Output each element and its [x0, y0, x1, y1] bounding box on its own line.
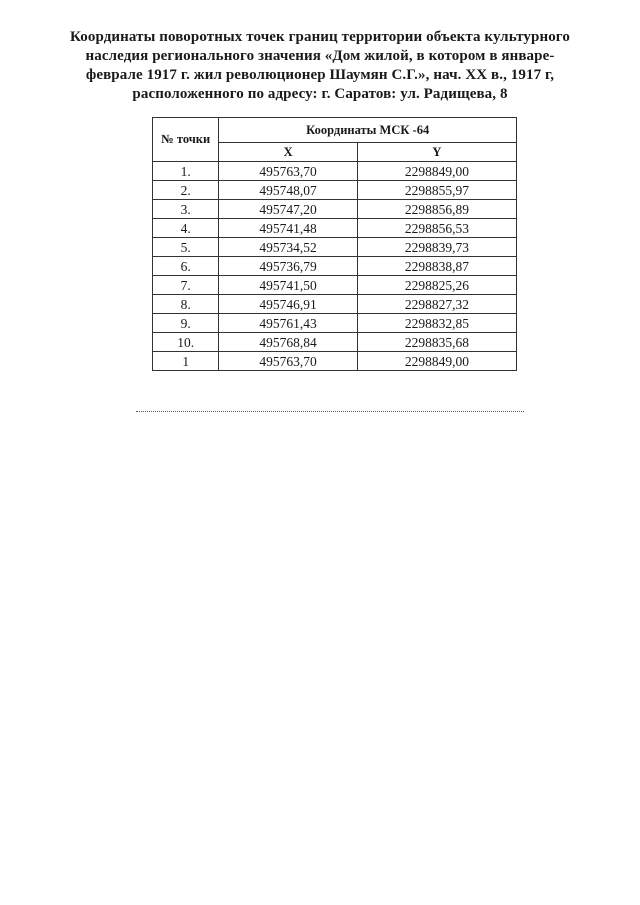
y-coordinate-cell: 2298849,00 [357, 162, 516, 181]
x-coordinate-cell: 495741,48 [219, 219, 357, 238]
table-row [153, 219, 517, 238]
point-number-cell: 3. [153, 200, 219, 219]
title-line: наследия регионального значения «Дом жилой, в котором в январе- [85, 48, 555, 64]
table-row [153, 238, 517, 257]
x-coordinate-cell: 495761,43 [219, 314, 357, 333]
y-coordinate-cell: 2298856,89 [357, 200, 516, 219]
x-coordinate-cell: 495768,84 [219, 333, 357, 352]
point-number-header: № точки [153, 118, 219, 162]
table-row [153, 162, 517, 181]
point-number-cell: 2. [153, 181, 219, 200]
title-line: расположенного по адресу: г. Саратов: ул. Радищева, 8 [132, 86, 508, 102]
point-number-cell: 10. [153, 333, 219, 352]
y-coordinate-cell: 2298827,32 [357, 295, 516, 314]
table-row [153, 276, 517, 295]
title-line: феврале 1917 г. жил революционер Шаумян С.Г.», нач. XX в., 1917 г, [85, 67, 555, 83]
point-number-cell: 1. [153, 162, 219, 181]
x-coordinate-cell: 495763,70 [219, 352, 357, 371]
y-coordinate-cell: 2298855,97 [357, 181, 516, 200]
x-column-header: X [219, 143, 357, 162]
point-number-cell: 6. [153, 257, 219, 276]
y-coordinate-cell: 2298835,68 [357, 333, 516, 352]
x-coordinate-cell: 495763,70 [219, 162, 357, 181]
point-number-cell: 1 [153, 352, 219, 371]
x-coordinate-cell: 495748,07 [219, 181, 357, 200]
point-number-cell: 9. [153, 314, 219, 333]
table-row [153, 181, 517, 200]
table-row [153, 295, 517, 314]
table-row [153, 314, 517, 333]
table-row [153, 200, 517, 219]
x-coordinate-cell: 495736,79 [219, 257, 357, 276]
x-coordinate-cell: 495734,52 [219, 238, 357, 257]
point-number-cell: 8. [153, 295, 219, 314]
document-title [60, 28, 580, 104]
x-coordinate-cell: 495746,91 [219, 295, 357, 314]
table-row [153, 352, 517, 371]
table-row [153, 333, 517, 352]
point-number-cell: 7. [153, 276, 219, 295]
coordinates-table-body [153, 162, 517, 371]
table-row [153, 257, 517, 276]
coordinates-table [152, 117, 517, 371]
y-coordinate-cell: 2298839,73 [357, 238, 516, 257]
y-coordinate-cell: 2298825,26 [357, 276, 516, 295]
x-coordinate-cell: 495747,20 [219, 200, 357, 219]
y-coordinate-cell: 2298832,85 [357, 314, 516, 333]
coordinates-header: Координаты МСК -64 [219, 118, 517, 143]
y-coordinate-cell: 2298838,87 [357, 257, 516, 276]
y-column-header: Y [357, 143, 516, 162]
title-line: Координаты поворотных точек границ территории объекта культурного [70, 29, 570, 45]
point-number-cell: 4. [153, 219, 219, 238]
y-coordinate-cell: 2298849,00 [357, 352, 516, 371]
x-coordinate-cell: 495741,50 [219, 276, 357, 295]
divider-line [136, 411, 524, 412]
y-coordinate-cell: 2298856,53 [357, 219, 516, 238]
point-number-cell: 5. [153, 238, 219, 257]
